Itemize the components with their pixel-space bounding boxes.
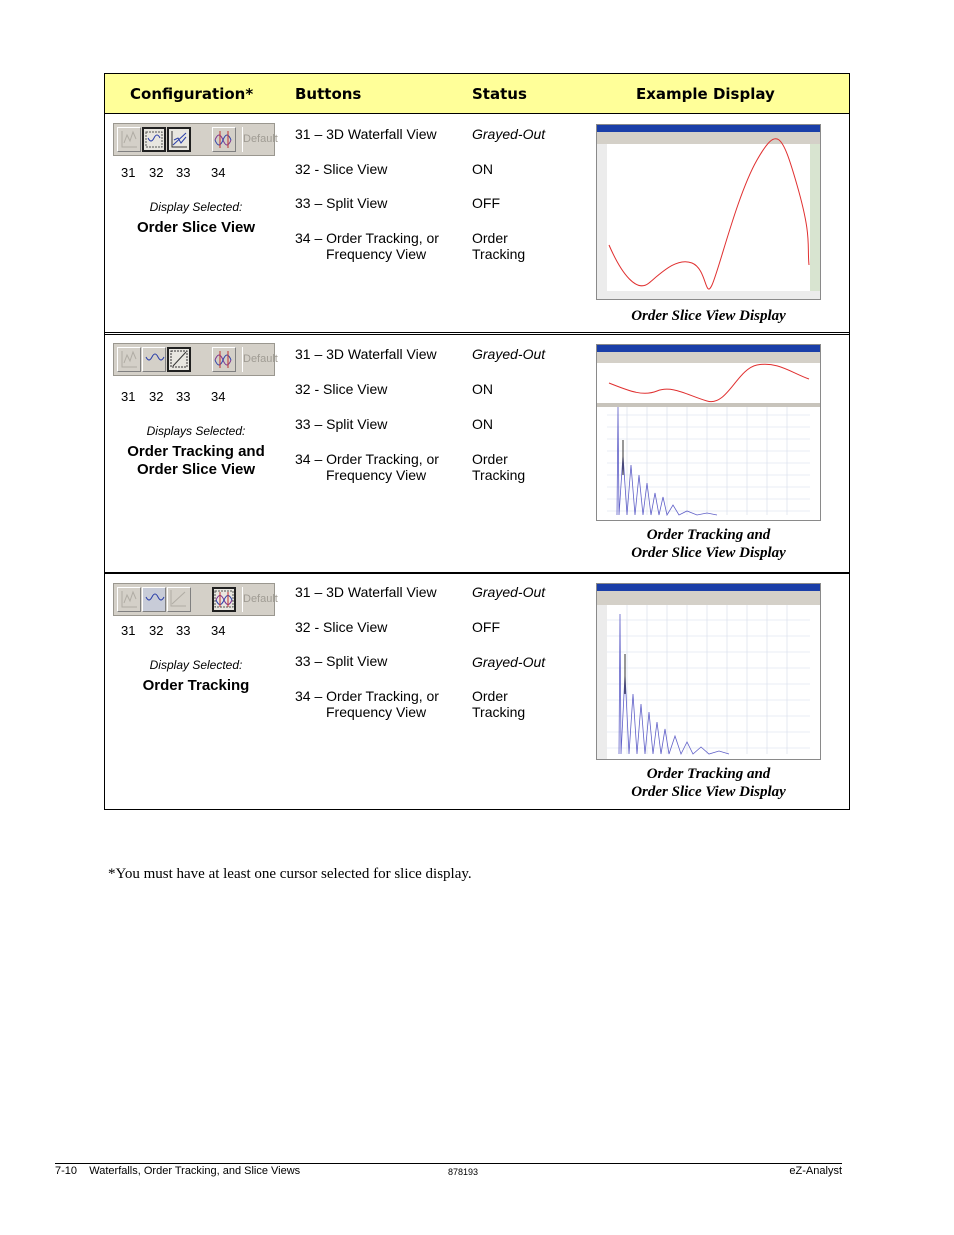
table-header-row <box>105 74 849 114</box>
status-value: ON <box>472 416 493 432</box>
button-description: 32 - Slice View <box>295 619 388 635</box>
button-description: 31 – 3D Waterfall View <box>295 346 437 362</box>
button-description: 33 – Split View <box>295 416 388 432</box>
header-status: Status <box>472 85 527 103</box>
example-caption: Order Tracking and Order Slice View Display <box>631 766 786 800</box>
button-description: 34 – Order Tracking, or Frequency View <box>295 230 439 262</box>
slice-view-button-icon <box>142 127 166 152</box>
button-description: 31 – 3D Waterfall View <box>295 126 437 142</box>
order-tracking-button-icon <box>212 587 236 612</box>
example-caption: Order Tracking and Order Slice View Display <box>631 527 786 561</box>
table-row: Default 31 32 33 34 Display Selected: Order Slice View 31 – 3D Waterfall View 32 - Slice View 33 – Split View 34 – Order Tracking, or Frequency View Grayed-Out ON OFF Order Tracking Order Slice View Display <box>105 114 849 333</box>
doc-number: 878193 <box>448 1167 479 1177</box>
button-description: 33 – Split View <box>295 653 388 669</box>
waterfall-button-icon <box>117 587 141 612</box>
table-row: Default 31 32 33 34 Display Selected: Order Tracking 31 – 3D Waterfall View 32 - Slice View 33 – Split View 34 – Order Tracking, or Frequency View Grayed-Out OFF Grayed-Out Order Tracking Order Tracking and Order Slice View Display <box>105 574 849 809</box>
selected-label: Display Selected: <box>149 200 243 214</box>
button-description: 32 - Slice View <box>295 381 388 397</box>
status-value: ON <box>472 381 493 397</box>
status-value: OFF <box>472 619 500 635</box>
status-value: OFF <box>472 195 500 211</box>
button-description: 34 – Order Tracking, or Frequency View <box>295 688 439 720</box>
order-slice-screenshot <box>596 124 821 300</box>
toolbar-image <box>113 583 278 616</box>
order-tracking-button-icon <box>212 127 236 152</box>
button-description: 33 – Split View <box>295 195 388 211</box>
header-buttons: Buttons <box>295 85 362 103</box>
status-value: ON <box>472 161 493 177</box>
status-value: Order Tracking <box>472 230 526 262</box>
footnote: *You must have at least one cursor selected for slice display. <box>108 866 472 882</box>
status-value: Order Tracking <box>472 688 526 720</box>
page-number: 7-10 <box>55 1165 78 1177</box>
button-description: 34 – Order Tracking, or Frequency View <box>295 451 439 483</box>
status-value: Grayed-Out <box>472 126 546 142</box>
product-name: eZ-Analyst <box>789 1165 842 1177</box>
table-row: Default 31 32 33 34 Displays Selected: Order Tracking and Order Slice View 31 – 3D Waterfall View 32 - Slice View 33 – Split View 34 – Order Tracking, or Frequency View Grayed-Out ON ON Order Tracking Order Tracking and Order Slice View Display <box>105 336 849 571</box>
waterfall-button-icon <box>117 127 141 152</box>
example-caption: Order Slice View Display <box>631 308 786 324</box>
row-divider <box>105 332 849 335</box>
order-tracking-button-icon <box>212 347 236 372</box>
button-description: 32 - Slice View <box>295 161 388 177</box>
status-value: Order Tracking <box>472 451 526 483</box>
selected-display-name: Order Tracking and Order Slice View <box>127 443 265 478</box>
split-view-button-icon <box>167 587 191 612</box>
slice-view-button-icon <box>142 347 166 372</box>
slice-view-button-icon <box>142 587 166 612</box>
status-value: Grayed-Out <box>472 346 546 362</box>
chapter-title: Waterfalls, Order Tracking, and Slice Views <box>89 1165 301 1177</box>
toolbar-image <box>113 343 278 376</box>
split-view-screenshot <box>596 344 821 521</box>
selected-label: Display Selected: <box>149 658 243 672</box>
status-value: Grayed-Out <box>472 654 546 670</box>
waterfall-button-icon <box>117 347 141 372</box>
configuration-table <box>104 73 850 810</box>
split-view-button-icon <box>167 127 191 152</box>
status-value: Grayed-Out <box>472 584 546 600</box>
toolbar-image <box>113 123 278 156</box>
footer-rule <box>55 1163 842 1164</box>
split-view-button-icon <box>167 347 191 372</box>
header-configuration: Configuration* <box>130 85 254 103</box>
button-description: 31 – 3D Waterfall View <box>295 584 437 600</box>
default-button-label: Default <box>242 587 275 612</box>
selected-label: Displays Selected: <box>146 424 246 438</box>
default-button-label: Default <box>242 127 275 152</box>
selected-display-name: Order Tracking <box>142 677 250 694</box>
default-button-label: Default <box>242 347 275 372</box>
order-tracking-screenshot <box>596 583 821 760</box>
selected-display-name: Order Slice View <box>136 219 256 236</box>
header-example-display: Example Display <box>636 85 775 103</box>
footer-left <box>55 1165 300 1177</box>
